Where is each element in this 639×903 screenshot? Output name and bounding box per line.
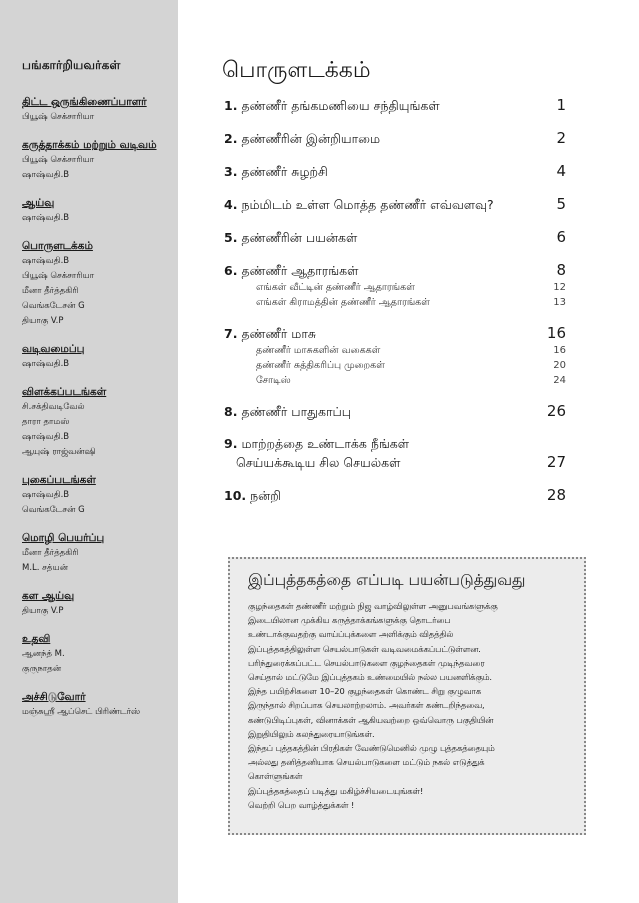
toc-entry-page: 4: [556, 162, 566, 180]
toc-entry-label: [224, 262, 358, 280]
credit-name: தியாகு V.P: [22, 606, 64, 616]
credit-name: ஷாஷ்வதி.B: [22, 490, 70, 500]
toc-entry: [224, 402, 566, 421]
how-to-use-line: இந்த பயிற்சிகளை 10–20 குழந்தைகள் கொண்ட சிறு குழுவாக: [248, 686, 482, 697]
toc-entry-number: 3.: [224, 164, 238, 179]
how-to-use-line: செய்தால் மட்டுமே இப்புத்தகம் உண்மையில் நல்ல பயனளிக்கும்.: [248, 672, 493, 683]
credit-role: ஆய்வு: [22, 197, 55, 209]
toc-entry-number: 2.: [224, 131, 238, 146]
toc-entry-page: 1: [556, 96, 566, 114]
toc-entry-number: 10.: [224, 488, 247, 503]
toc-row: [224, 129, 566, 148]
toc-entry-page: 6: [556, 228, 566, 246]
toc-entry-label: [224, 229, 357, 247]
toc-subentry-title: தண்ணீர் சுத்திகரிப்பு முறைகள்: [256, 360, 385, 371]
credit-group: [22, 240, 170, 329]
toc-entry-title: தண்ணீர் தங்கமணியை சந்தியுங்கள்: [241, 98, 440, 113]
credit-name: ஷாஷ்வதி.B: [22, 359, 70, 369]
toc-entry: [224, 435, 566, 472]
toc-entry: [224, 162, 566, 181]
toc-entry-label: [224, 403, 351, 421]
credit-name: ஷாஷ்வதி.B: [22, 256, 70, 266]
toc-entry-title: மாற்றத்தை உண்டாக்க நீங்கள்: [241, 436, 410, 451]
toc-row-continued: [224, 453, 566, 472]
credit-name: ஆயுஷ் ராஜ்வன்ஷி: [22, 447, 96, 457]
credit-role: மொழி பெயர்ப்பு: [22, 532, 105, 544]
toc-entry-label: [224, 163, 328, 181]
toc-entry-page: 8: [556, 261, 566, 279]
toc-entry-page: 16: [546, 324, 566, 342]
how-to-use-line: வெற்றி பெற வாழ்த்துக்கள் !: [248, 799, 355, 810]
toc-list: [224, 96, 566, 519]
toc-row: [224, 261, 566, 280]
toc-subentry: [224, 343, 566, 358]
how-to-use-line: குழந்தைகள் தண்ணீர் மற்றும் நிஜ வாழ்விலுள்ள அனுபவங்களுக்கு: [248, 601, 498, 611]
credit-group: [22, 590, 170, 619]
toc-entry-label: [224, 97, 440, 115]
toc-entry: [224, 261, 566, 310]
credit-group: [22, 532, 170, 576]
toc-subentry-title: சோடிஸ்: [256, 375, 291, 386]
toc-entry: [224, 324, 566, 388]
toc-row: [224, 402, 566, 421]
how-to-use-text: [248, 599, 570, 812]
credit-role: அச்சிடுவோர்: [22, 691, 86, 703]
toc-entry-number: 7.: [224, 326, 238, 341]
credit-role: பொருளடக்கம்: [22, 240, 93, 252]
toc-subentry-title: எங்கள் வீட்டின் தண்ணீர் ஆதாரங்கள்: [256, 282, 415, 293]
credit-role: உதவி: [22, 633, 51, 645]
toc-entry-title: தண்ணீர் மாசு: [241, 326, 317, 341]
credits-title: பங்கார்றியவர்கள்: [22, 58, 121, 72]
credit-group: [22, 474, 170, 518]
toc-row: [224, 162, 566, 181]
credit-name: பியூஷ் செக்சாரியா: [22, 271, 95, 281]
credit-group: [22, 96, 170, 125]
credits-list: [22, 96, 170, 720]
credit-name: குருநாதன்: [22, 664, 62, 674]
credit-role: கருத்தாக்கம் மற்றும் வடிவம்: [22, 139, 157, 151]
how-to-use-line: கண்டுபிடிப்புகள், வினாக்கள் ஆகியவற்றை ஒவ்வொரு பகுதியின்: [248, 714, 494, 725]
toc-subentry-page: 13: [553, 297, 566, 308]
how-to-use-line: இப்புத்தகத்திலுள்ள செயல்பாடுகள் வடிவமைக்கப்பட்டுள்ளன.: [248, 643, 481, 654]
credit-role: திட்ட ஒருங்கிணைப்பாளர்: [22, 96, 147, 108]
toc-entry: [224, 129, 566, 148]
toc-entry-label: [224, 487, 281, 505]
how-to-use-line: பரிந்துரைக்கப்பட்ட செயல்பாடுகளை குழந்தைகள் முடிந்தவரை: [248, 657, 485, 668]
credit-group: [22, 691, 170, 720]
toc-entry: [224, 96, 566, 115]
toc-entry-number: 4.: [224, 197, 238, 212]
credit-name: ஆனந்த் M.: [22, 649, 65, 659]
credit-name: M.L. சத்யன்: [22, 563, 68, 573]
credit-group: [22, 197, 170, 226]
toc-entry-page: 27: [546, 453, 566, 471]
toc-entry-title: நம்மிடம் உள்ள மொத்த தண்ணீர் எவ்வளவு?: [241, 197, 494, 212]
credit-role: கள ஆய்வு: [22, 590, 75, 602]
toc-entry-page: 5: [556, 195, 566, 213]
how-to-use-line: இடையிலான முக்கிய கருத்தாக்கங்களுக்கு தொடர்பை: [248, 615, 451, 626]
toc-row: [224, 228, 566, 247]
toc-title: பொருளடக்கம்: [222, 58, 371, 83]
toc-row: [224, 195, 566, 214]
toc-entry-page: 2: [556, 129, 566, 147]
toc-entry-label: [224, 130, 380, 148]
credit-name: ஷாஷ்வதி.B: [22, 213, 70, 223]
credits-sidebar: [0, 0, 178, 903]
credit-name: ஷாஷ்வதி.B: [22, 432, 70, 442]
how-to-use-line: இருந்தால் சிறப்பாக செயலாற்றலாம். அவர்கள் கண்டறிந்தவை,: [248, 700, 485, 711]
toc-entry-page: 28: [546, 486, 566, 504]
toc-entry-title: தண்ணீரின் இன்றியாமை: [241, 131, 381, 146]
toc-entry-label: [224, 325, 316, 343]
toc-entry-title: தண்ணீர் ஆதாரங்கள்: [241, 263, 359, 278]
toc-row: [224, 435, 566, 453]
credit-name: வெங்கடேசன் G: [22, 505, 85, 515]
how-to-use-title: இப்புத்தகத்தை எப்படி பயன்படுத்துவது: [248, 571, 526, 589]
credit-group: [22, 386, 170, 460]
credit-role: வடிவமைப்பு: [22, 343, 85, 355]
toc-row: [224, 324, 566, 343]
toc-entry-title: தண்ணீர் சுழற்சி: [241, 164, 328, 179]
toc-entry-number: 6.: [224, 263, 238, 278]
how-to-use-line: இறுதியிலும் கலந்துரையாடுங்கள்.: [248, 728, 375, 739]
credit-name: தியாகு V.P: [22, 316, 64, 326]
toc-entry-label: [224, 196, 494, 214]
credit-name: தாரா தாமஸ்: [22, 417, 70, 427]
credit-role: விளக்கப்படங்கள்: [22, 386, 107, 398]
toc-subentry-page: 20: [553, 360, 566, 371]
how-to-use-line: இந்தப் புத்தகத்தின் பிரதிகள் வேண்டுமெனில் முழு புத்தகத்தையும்: [248, 743, 495, 754]
toc-entry-number: 1.: [224, 98, 238, 113]
credit-group: [22, 139, 170, 183]
toc-subentry-page: 12: [553, 282, 566, 293]
toc-entry-title: தண்ணீர் பாதுகாப்பு: [241, 404, 352, 419]
toc-entry-number: 9.: [224, 436, 238, 451]
toc-entry-number: 5.: [224, 230, 238, 245]
toc-subentry-page: 16: [553, 345, 566, 356]
how-to-use-line: இப்புத்தகத்தைப் படித்து மகிழ்ச்சியடையுங்கள்!: [248, 785, 424, 796]
credit-name: மஞ்சுஸ்ரீ ஆப்செட் பிரிண்டர்ஸ்: [22, 707, 141, 717]
credit-group: [22, 633, 170, 677]
how-to-use-line: உண்டாக்குவதற்கு வாய்ப்புக்களை அளிக்கும் விதத்தில்: [248, 629, 454, 640]
toc-row: [224, 486, 566, 505]
credit-name: மீனா தீர்த்தகிரி: [22, 548, 79, 558]
toc-entry: [224, 228, 566, 247]
credit-name: பியூஷ் செக்சாரியா: [22, 112, 95, 122]
toc-subentry: [224, 295, 566, 310]
toc-entry-number: 8.: [224, 404, 238, 419]
how-to-use-box: [228, 557, 586, 835]
credit-name: ஷாஷ்வதி.B: [22, 170, 70, 180]
toc-row: [224, 96, 566, 115]
credit-group: [22, 343, 170, 372]
credit-name: மீனா தீர்த்தகிரி: [22, 286, 79, 296]
toc-subentry: [224, 373, 566, 388]
toc-subentry-title: தண்ணீர் மாசுகளின் வகைகள்: [256, 345, 381, 356]
toc-entry-title: நன்றி: [250, 488, 282, 503]
toc-entry-title-continued: செய்யக்கூடிய சில செயல்கள்: [236, 455, 401, 470]
toc-entry: [224, 486, 566, 505]
credit-name: பியூஷ் செக்சாரியா: [22, 155, 95, 165]
toc-entry-page: 26: [546, 402, 566, 420]
toc-entry-title: தண்ணீரின் பயன்கள்: [241, 230, 358, 245]
toc-subentry: [224, 280, 566, 295]
credit-role: புகைப்படங்கள்: [22, 474, 96, 486]
toc-entry-label: [224, 435, 409, 453]
credit-name: சி.சக்திவடிவேல்: [22, 402, 85, 412]
credit-name: வெங்கடேசன் G: [22, 301, 85, 311]
toc-subentry: [224, 358, 566, 373]
how-to-use-line: கொள்ளுங்கள்: [248, 771, 303, 782]
toc-subentry-title: எங்கள் கிராமத்தின் தண்ணீர் ஆதாரங்கள்: [256, 297, 430, 308]
toc-entry: [224, 195, 566, 214]
how-to-use-line: அல்லது தனித்தனியாக செயல்பாடுகளை மட்டும் நகல் எடுத்துக்: [248, 757, 485, 768]
toc-subentry-page: 24: [553, 375, 566, 386]
